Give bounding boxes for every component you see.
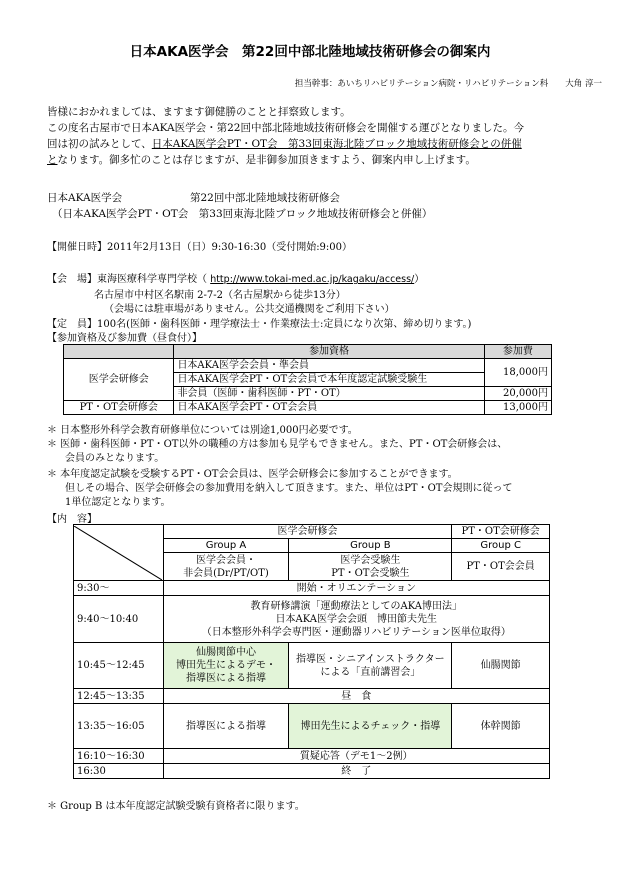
fee-value-cell: 13,000円 [484,401,551,415]
session-lecture [163,596,549,643]
fee-table-header-qual: 参加資格 [174,345,484,359]
fee-table [63,344,552,415]
fee-table-header-fee: 参加費 [484,345,551,359]
footnote: ＊ Group B は本年度認定試験受験有資格者に限ります。 [47,801,305,812]
group-b-members-line: PT・OT会受験生 [331,567,410,579]
event-name: 第22回中部北陸地域技術研修会 [190,192,340,204]
session-c-afternoon: 体幹関節 [452,704,550,749]
session-a-afternoon: 指導医による指導 [163,704,289,749]
session-b-line: による「直前講習会」 [320,666,421,678]
intro-underlined-text: 日本AKA医学会PT・OT会 第33回東海北陸ブロック地域技術研修会との併催 [151,138,522,150]
fee-value-cell: 18,000円 [484,359,551,387]
schedule-header-ptot: PT・OT会研修会 [452,525,550,539]
intro-underlined-text: と [47,154,58,166]
intro-line: この度名古屋市で日本AKA医学会・第22回中部北陸地域技術研修会を開催する運びとなりました。今 [47,122,524,134]
time-cell: 12:45～13:35 [74,689,164,704]
intro-line [47,152,587,168]
venue-label: 【会 場】東海医療科学専門学校（ [47,274,207,285]
fee-qual-cell: 非会員（医師・歯科医師・PT・OT） [174,387,484,401]
note-1: ＊ 日本整形外科学会教育研修単位については別途1,000円必要です。 [47,425,358,436]
session-lunch: 昼 食 [163,689,549,704]
event-joint: （日本AKA医学会PT・OT会 第33回東海北陸ブロック地域技術研修会と併催） [52,208,433,220]
capacity-line: 【定 員】100名(医師・歯科医師・理学療法士・作業療法士:定員になり次第、締め切ります。) [47,319,472,330]
fee-qual-cell: 日本AKA医学会PT・OT会会員で本年度認定試験受験生 [174,373,484,387]
time-cell: 16:30 [74,764,164,779]
note-2-cont: 会員のみとなります。 [65,453,165,464]
date-line: 【開催日時】2011年2月13日（日）9:30-16:30（受付開始:9:00） [47,242,353,253]
note-3-cont: 但しその場合、医学会研修会の参加費用を納入して頂きます。また、単位はPT・OT会規則に従って [65,483,513,494]
session-opening: 開始・オリエンテーション [163,581,549,596]
time-cell: 10:45～12:45 [74,643,164,689]
session-b-line: 指導医・シニアインストラクター [296,653,445,665]
venue-line [47,270,424,285]
note-3-cont: 1単位認定となります。 [65,497,171,508]
session-a-line: 博田先生によるデモ・ [175,660,276,671]
session-a-line: 指導医による指導 [185,673,266,684]
note-3: ＊ 本年度認定試験を受験するPT・OT会会員は、医学会研修会に参加することができます。 [47,469,458,480]
group-b-members [289,553,452,581]
time-cell: 9:30～ [74,581,164,596]
session-a-line: 仙腸関節中心 [195,647,256,658]
group-b-header: Group B [289,539,452,553]
group-a-header: Group A [163,539,289,553]
fee-table-corner [64,345,174,359]
fee-value-cell: 20,000円 [484,387,551,401]
group-b-members-line: 医学会受験生 [340,554,401,566]
lecture-title: 教育研修講演「運動療法としてのAKA博田法」 [250,600,463,612]
venue-address: 名古屋市中村区名駅南 2-7-2（名古屋駅から徒歩13分） [94,290,346,301]
time-cell: 13:35～16:05 [74,704,164,749]
organizer-line: 担当幹事：あいちリハビリテーション病院・リハビリテーション科 大角 淳一 [294,79,602,89]
group-a-members [163,553,289,581]
venue-note: （会場には駐車場がありません。公共交通機関をご利用下さい） [104,304,395,315]
intro-paragraph [47,104,587,168]
venue-url-link[interactable]: http://www.tokai-med.ac.jp/kagaku/access/ [210,274,415,285]
fee-group-ptot: PT・OT会研修会 [64,401,174,415]
group-c-members: PT・OT会会員 [452,553,550,581]
schedule-corner [74,525,164,581]
group-a-members-line: 非会員(Dr/PT/OT) [183,567,269,579]
time-cell: 9:40～10:40 [74,596,164,643]
intro-line [47,136,587,152]
fee-heading: 【参加資格及び参加費（昼食付）】 [47,333,202,344]
intro-text: なります。御多忙のことは存じますが、是非御参加頂きますよう、御案内申し上げます。 [57,154,476,166]
page-title: 日本AKA医学会 第22回中部北陸地域技術研修会の御案内 [129,44,491,60]
session-end: 終 了 [163,764,549,779]
group-c-header: Group C [452,539,550,553]
fee-group-med: 医学会研修会 [64,359,174,401]
intro-text: 回は初の試みとして、 [47,138,152,150]
session-c-morning: 仙腸関節 [452,643,550,689]
session-qa: 質疑応答（デモ1～2例） [163,749,549,764]
lecture-speaker: 日本AKA医学会会頭 博田節夫先生 [275,613,438,625]
venue-close: ） [414,274,425,285]
time-cell: 16:10～16:30 [74,749,164,764]
fee-qual-cell: 日本AKA医学会会員・準会員 [174,359,484,373]
fee-qual-cell: 日本AKA医学会PT・OT会会員 [174,401,484,415]
session-b-morning [289,643,452,689]
diagonal-line [74,526,162,580]
intro-line: 皆様におかれましては、ますます御健勝のことと拝察致します。 [47,106,351,118]
group-a-members-line: 医学会会員・ [195,554,256,566]
session-a-morning [163,643,289,689]
schedule-table [73,524,550,779]
event-org: 日本AKA医学会 [47,192,123,204]
content-heading: 【内 容】 [47,514,97,525]
session-b-afternoon: 博田先生によるチェック・指導 [289,704,452,749]
lecture-credit: （日本整形外科学会専門医・運動器リハビリテーション医単位取得） [201,626,511,638]
schedule-header-med: 医学会研修会 [163,525,452,539]
note-2: ＊ 医師・歯科医師・PT・OT以外の職種の方は参加も見学もできません。また、PT・OT会研修会は、 [47,439,508,450]
